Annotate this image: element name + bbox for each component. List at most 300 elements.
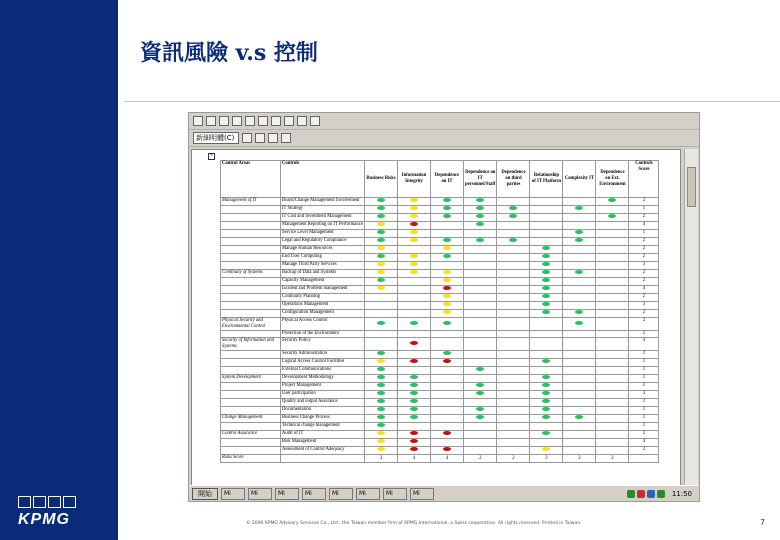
rating-cell (398, 230, 431, 238)
control-cell: Logical Access Control Facilities (281, 359, 365, 367)
control-area-cell (221, 278, 281, 286)
control-area-cell (221, 407, 281, 415)
taskbar-task[interactable]: Mi (329, 488, 353, 500)
rating-dot (410, 230, 418, 234)
rating-cell (563, 447, 596, 455)
toolbar-standard (189, 113, 699, 130)
table-row (221, 367, 659, 375)
rating-cell (431, 198, 464, 206)
scroll-thumb[interactable] (687, 167, 696, 207)
table-row (221, 439, 659, 447)
table-header: Information Integrity (398, 161, 431, 198)
table-row (221, 391, 659, 399)
rating-dot (410, 383, 418, 387)
rating-cell (365, 415, 398, 423)
table-row (221, 338, 659, 351)
rating-dot (608, 198, 616, 202)
rating-cell (530, 431, 563, 439)
rating-dot (377, 359, 385, 363)
risk-score-cell: 2 (497, 455, 530, 462)
rating-dot (410, 206, 418, 210)
rating-cell (431, 375, 464, 383)
rating-dot (377, 439, 385, 443)
rating-dot (542, 262, 550, 266)
rating-dot (542, 359, 550, 363)
table-row (221, 351, 659, 359)
rating-dot (476, 391, 484, 395)
rating-cell (530, 318, 563, 331)
rating-cell (497, 415, 530, 423)
control-score-cell: 2 (629, 278, 659, 286)
table-row (221, 206, 659, 214)
rating-cell (365, 302, 398, 310)
rating-cell (365, 198, 398, 206)
rating-cell (497, 302, 530, 310)
rating-cell (530, 391, 563, 399)
control-cell: Protection of the Environment (281, 331, 365, 338)
control-area-cell (221, 286, 281, 294)
rating-cell (530, 206, 563, 214)
rating-cell (398, 359, 431, 367)
document-window (188, 112, 700, 502)
control-cell: End User Computing (281, 254, 365, 262)
rating-dot (476, 383, 484, 387)
rating-cell (365, 214, 398, 222)
rating-dot (377, 222, 385, 226)
rating-cell (530, 331, 563, 338)
table-row (221, 198, 659, 206)
risk-score-cell: 4 (431, 455, 464, 462)
rating-cell (464, 415, 497, 423)
rating-dot (410, 238, 418, 242)
control-cell: Legal and Regulatory Compliance (281, 238, 365, 246)
rating-cell (464, 351, 497, 359)
rating-cell (497, 222, 530, 230)
rating-cell (497, 439, 530, 447)
rating-cell (530, 383, 563, 391)
rating-cell (464, 214, 497, 222)
rating-cell (596, 383, 629, 391)
rating-dot (476, 206, 484, 210)
rating-cell (398, 294, 431, 302)
paste-icon[interactable] (271, 116, 281, 126)
control-cell: Backup of Data and Systems (281, 270, 365, 278)
control-area-cell (221, 331, 281, 338)
rating-cell (398, 447, 431, 455)
underline-icon[interactable] (268, 133, 278, 143)
rating-cell (464, 338, 497, 351)
rating-cell (431, 399, 464, 407)
control-area-cell: Security of Information and Systems (221, 338, 281, 351)
rating-cell (530, 399, 563, 407)
rating-dot (377, 415, 385, 419)
risk-score-cell: 3 (530, 455, 563, 462)
rating-dot (443, 198, 451, 202)
bold-icon[interactable] (242, 133, 252, 143)
table-icon[interactable] (310, 116, 320, 126)
taskbar-task[interactable]: Mi (302, 488, 326, 500)
rating-cell (497, 399, 530, 407)
rating-cell (431, 423, 464, 431)
rating-cell (398, 391, 431, 399)
risk-score-cell: 2 (464, 455, 497, 462)
table-row (221, 294, 659, 302)
control-score-cell: 2 (629, 399, 659, 407)
rating-cell (530, 415, 563, 423)
save-icon[interactable] (219, 116, 229, 126)
rating-dot (443, 214, 451, 218)
rating-cell (563, 391, 596, 399)
rating-cell (365, 206, 398, 214)
rating-dot (476, 222, 484, 226)
table-row (221, 423, 659, 431)
rating-dot (377, 367, 385, 371)
rating-dot (509, 214, 517, 218)
rating-cell (596, 246, 629, 254)
tray-antivirus-icon[interactable] (637, 490, 645, 498)
rating-cell (431, 359, 464, 367)
control-area-cell (221, 254, 281, 262)
rating-cell (365, 338, 398, 351)
taskbar-task[interactable]: Mi (383, 488, 407, 500)
rating-cell (464, 318, 497, 331)
rating-cell (530, 375, 563, 383)
rating-dot (575, 238, 583, 242)
rating-dot (575, 310, 583, 314)
rating-dot (608, 214, 616, 218)
rating-cell (497, 198, 530, 206)
copy-icon[interactable] (258, 116, 268, 126)
table-row (221, 230, 659, 238)
control-cell: Configuration Management (281, 310, 365, 318)
table-handle-icon[interactable]: + (209, 153, 214, 159)
rating-dot (377, 238, 385, 242)
rating-cell (398, 238, 431, 246)
rating-cell (497, 310, 530, 318)
rating-dot (410, 262, 418, 266)
rating-cell (563, 439, 596, 447)
rating-dot (575, 270, 583, 274)
control-area-cell (221, 383, 281, 391)
rating-cell (431, 278, 464, 286)
control-cell: Operations Management (281, 302, 365, 310)
table-header: Dependence on IT (431, 161, 464, 198)
rating-cell (365, 270, 398, 278)
control-cell: IT Cost and Investment Management (281, 214, 365, 222)
control-score-cell: 2 (629, 270, 659, 278)
rating-dot (377, 383, 385, 387)
rating-cell (464, 270, 497, 278)
control-score-cell: 3 (629, 302, 659, 310)
control-cell: Assessment of Control Adequacy (281, 447, 365, 455)
rating-cell (365, 351, 398, 359)
rating-dot (443, 286, 451, 290)
control-score-cell: 4 (629, 338, 659, 351)
rating-cell (530, 198, 563, 206)
table-row (221, 222, 659, 230)
control-area-cell (221, 294, 281, 302)
table-row (221, 286, 659, 294)
control-score-cell: 4 (629, 286, 659, 294)
control-area-cell (221, 423, 281, 431)
table-row (221, 302, 659, 310)
rating-dot (542, 278, 550, 282)
tray-ime-icon[interactable] (647, 490, 655, 498)
rating-cell (530, 246, 563, 254)
italic-icon[interactable] (255, 133, 265, 143)
rating-cell (431, 270, 464, 278)
rating-dot (377, 214, 385, 218)
rating-dot (377, 321, 385, 325)
taskbar-task[interactable]: Mi (410, 488, 434, 500)
control-score-cell: 2 (629, 238, 659, 246)
table-row (221, 254, 659, 262)
rating-cell (596, 338, 629, 351)
rating-cell (365, 286, 398, 294)
rating-cell (365, 391, 398, 399)
system-tray (627, 490, 665, 498)
rating-dot (542, 254, 550, 258)
control-area-cell (221, 367, 281, 375)
control-score-cell: 2 (629, 383, 659, 391)
rating-dot (410, 407, 418, 411)
open-icon[interactable] (206, 116, 216, 126)
rating-cell (497, 262, 530, 270)
rating-cell (596, 431, 629, 439)
rating-cell (497, 270, 530, 278)
rating-cell (563, 375, 596, 383)
control-cell: Development Methodology (281, 375, 365, 383)
rating-cell (464, 230, 497, 238)
rating-cell (497, 278, 530, 286)
rating-dot (443, 431, 451, 435)
rating-dot (377, 230, 385, 234)
rating-cell (365, 431, 398, 439)
control-cell: Security Administration (281, 351, 365, 359)
rating-dot (377, 431, 385, 435)
control-score-cell: 2 (629, 214, 659, 222)
rating-cell (365, 375, 398, 383)
risk-score-cell: 4 (398, 455, 431, 462)
font-combo[interactable]: 新細明體(C) (193, 132, 239, 144)
rating-cell (398, 375, 431, 383)
rating-cell (497, 359, 530, 367)
start-button[interactable]: 開始 (192, 488, 218, 500)
control-cell: External Communications (281, 367, 365, 375)
control-score-cell: 3 (629, 262, 659, 270)
rating-cell (563, 246, 596, 254)
rating-dot (542, 431, 550, 435)
rating-cell (563, 294, 596, 302)
rating-dot (542, 375, 550, 379)
rating-cell (431, 286, 464, 294)
rating-dot (410, 214, 418, 218)
tray-network-icon[interactable] (627, 490, 635, 498)
rating-cell (563, 351, 596, 359)
rating-cell (563, 254, 596, 262)
tray-volume-icon[interactable] (657, 490, 665, 498)
taskbar-task[interactable]: Mi (275, 488, 299, 500)
table-header: Dependence on third parties (497, 161, 530, 198)
control-score-cell: 3 (629, 391, 659, 399)
control-score-cell: 2 (629, 294, 659, 302)
control-area-cell (221, 238, 281, 246)
control-area-cell: Change Management (221, 415, 281, 423)
rating-cell (596, 214, 629, 222)
table-row (221, 246, 659, 254)
page-title: 資訊風險 v.s 控制 (140, 40, 318, 66)
rating-cell (398, 286, 431, 294)
redo-icon[interactable] (297, 116, 307, 126)
print-icon[interactable] (232, 116, 242, 126)
rating-cell (398, 415, 431, 423)
control-score-cell: 1 (629, 206, 659, 214)
rating-cell (464, 222, 497, 230)
rating-dot (476, 407, 484, 411)
rating-dot (542, 391, 550, 395)
table-header: Control Areas (221, 161, 281, 198)
control-area-cell (221, 262, 281, 270)
rating-cell (431, 206, 464, 214)
table-row (221, 383, 659, 391)
risk-control-table (220, 160, 659, 463)
control-area-cell (221, 351, 281, 359)
rating-cell (398, 302, 431, 310)
cut-icon[interactable] (245, 116, 255, 126)
table-row (221, 455, 659, 462)
rating-cell (365, 246, 398, 254)
rating-cell (464, 198, 497, 206)
taskbar-task[interactable]: Mi (248, 488, 272, 500)
taskbar-task[interactable]: Mi (356, 488, 380, 500)
rating-dot (443, 278, 451, 282)
rating-dot (542, 270, 550, 274)
table-header: Controls Score (629, 161, 659, 198)
rating-cell (530, 262, 563, 270)
rating-cell (497, 423, 530, 431)
rating-cell (431, 407, 464, 415)
table-row (221, 359, 659, 367)
control-area-cell: Physical Security and Environmental Control (221, 318, 281, 331)
control-score-cell: 2 (629, 318, 659, 331)
control-area-cell: Control Assurance (221, 431, 281, 439)
control-score-cell: 2 (629, 431, 659, 439)
rating-dot (410, 431, 418, 435)
rating-cell (464, 294, 497, 302)
rating-cell (530, 238, 563, 246)
control-area-cell (221, 359, 281, 367)
control-area-cell (221, 222, 281, 230)
rating-cell (431, 318, 464, 331)
rating-cell (563, 278, 596, 286)
rating-cell (497, 318, 530, 331)
rating-cell (398, 383, 431, 391)
rating-dot (542, 383, 550, 387)
rating-cell (464, 383, 497, 391)
rating-cell (596, 331, 629, 338)
control-area-cell (221, 206, 281, 214)
control-score-cell: 2 (629, 359, 659, 367)
vertical-scrollbar[interactable] (684, 149, 698, 486)
rating-dot (377, 391, 385, 395)
rating-cell (563, 198, 596, 206)
rating-dot (377, 351, 385, 355)
control-area-cell (221, 439, 281, 447)
rating-dot (542, 407, 550, 411)
rating-cell (563, 407, 596, 415)
rating-cell (596, 302, 629, 310)
rating-cell (497, 407, 530, 415)
rating-cell (563, 415, 596, 423)
new-icon[interactable] (193, 116, 203, 126)
control-area-cell (221, 302, 281, 310)
taskbar-task[interactable]: Mi (221, 488, 245, 500)
rating-cell (398, 206, 431, 214)
control-area-cell (221, 246, 281, 254)
rating-dot (377, 278, 385, 282)
rating-cell (398, 262, 431, 270)
rating-cell (563, 318, 596, 331)
table-row (221, 375, 659, 383)
rating-dot (476, 367, 484, 371)
rating-cell (398, 310, 431, 318)
rating-cell (563, 367, 596, 375)
control-area-cell (221, 310, 281, 318)
rating-dot (377, 407, 385, 411)
rating-cell (398, 431, 431, 439)
undo-icon[interactable] (284, 116, 294, 126)
table-row (221, 447, 659, 455)
rating-cell (431, 367, 464, 375)
control-cell: Business Change Process (281, 415, 365, 423)
rating-dot (542, 294, 550, 298)
rating-cell (497, 206, 530, 214)
rating-dot (509, 206, 517, 210)
control-cell: Manage Human Resources (281, 246, 365, 254)
rating-cell (563, 214, 596, 222)
rating-dot (410, 375, 418, 379)
control-score-cell: 2 (629, 415, 659, 423)
rating-cell (464, 286, 497, 294)
rating-dot (443, 447, 451, 451)
control-score-cell: 2 (629, 254, 659, 262)
rating-dot (410, 341, 418, 345)
rating-dot (377, 447, 385, 451)
rating-cell (365, 278, 398, 286)
rating-cell (464, 439, 497, 447)
rating-cell (398, 367, 431, 375)
rating-cell (464, 359, 497, 367)
rating-cell (398, 198, 431, 206)
table-header: Dependence on IT personnel/Staff (464, 161, 497, 198)
rating-dot (377, 198, 385, 202)
rating-cell (431, 246, 464, 254)
rating-cell (596, 391, 629, 399)
table-row (221, 262, 659, 270)
align-icon[interactable] (281, 133, 291, 143)
rating-cell (464, 262, 497, 270)
table-row (221, 238, 659, 246)
control-cell: Audit of IT (281, 431, 365, 439)
rating-cell (431, 262, 464, 270)
rating-cell (431, 310, 464, 318)
rating-cell (497, 294, 530, 302)
rating-cell (497, 246, 530, 254)
rating-cell (497, 447, 530, 455)
control-area-cell: Management of IT (221, 198, 281, 206)
document-area[interactable] (191, 149, 681, 486)
rating-cell (563, 270, 596, 278)
